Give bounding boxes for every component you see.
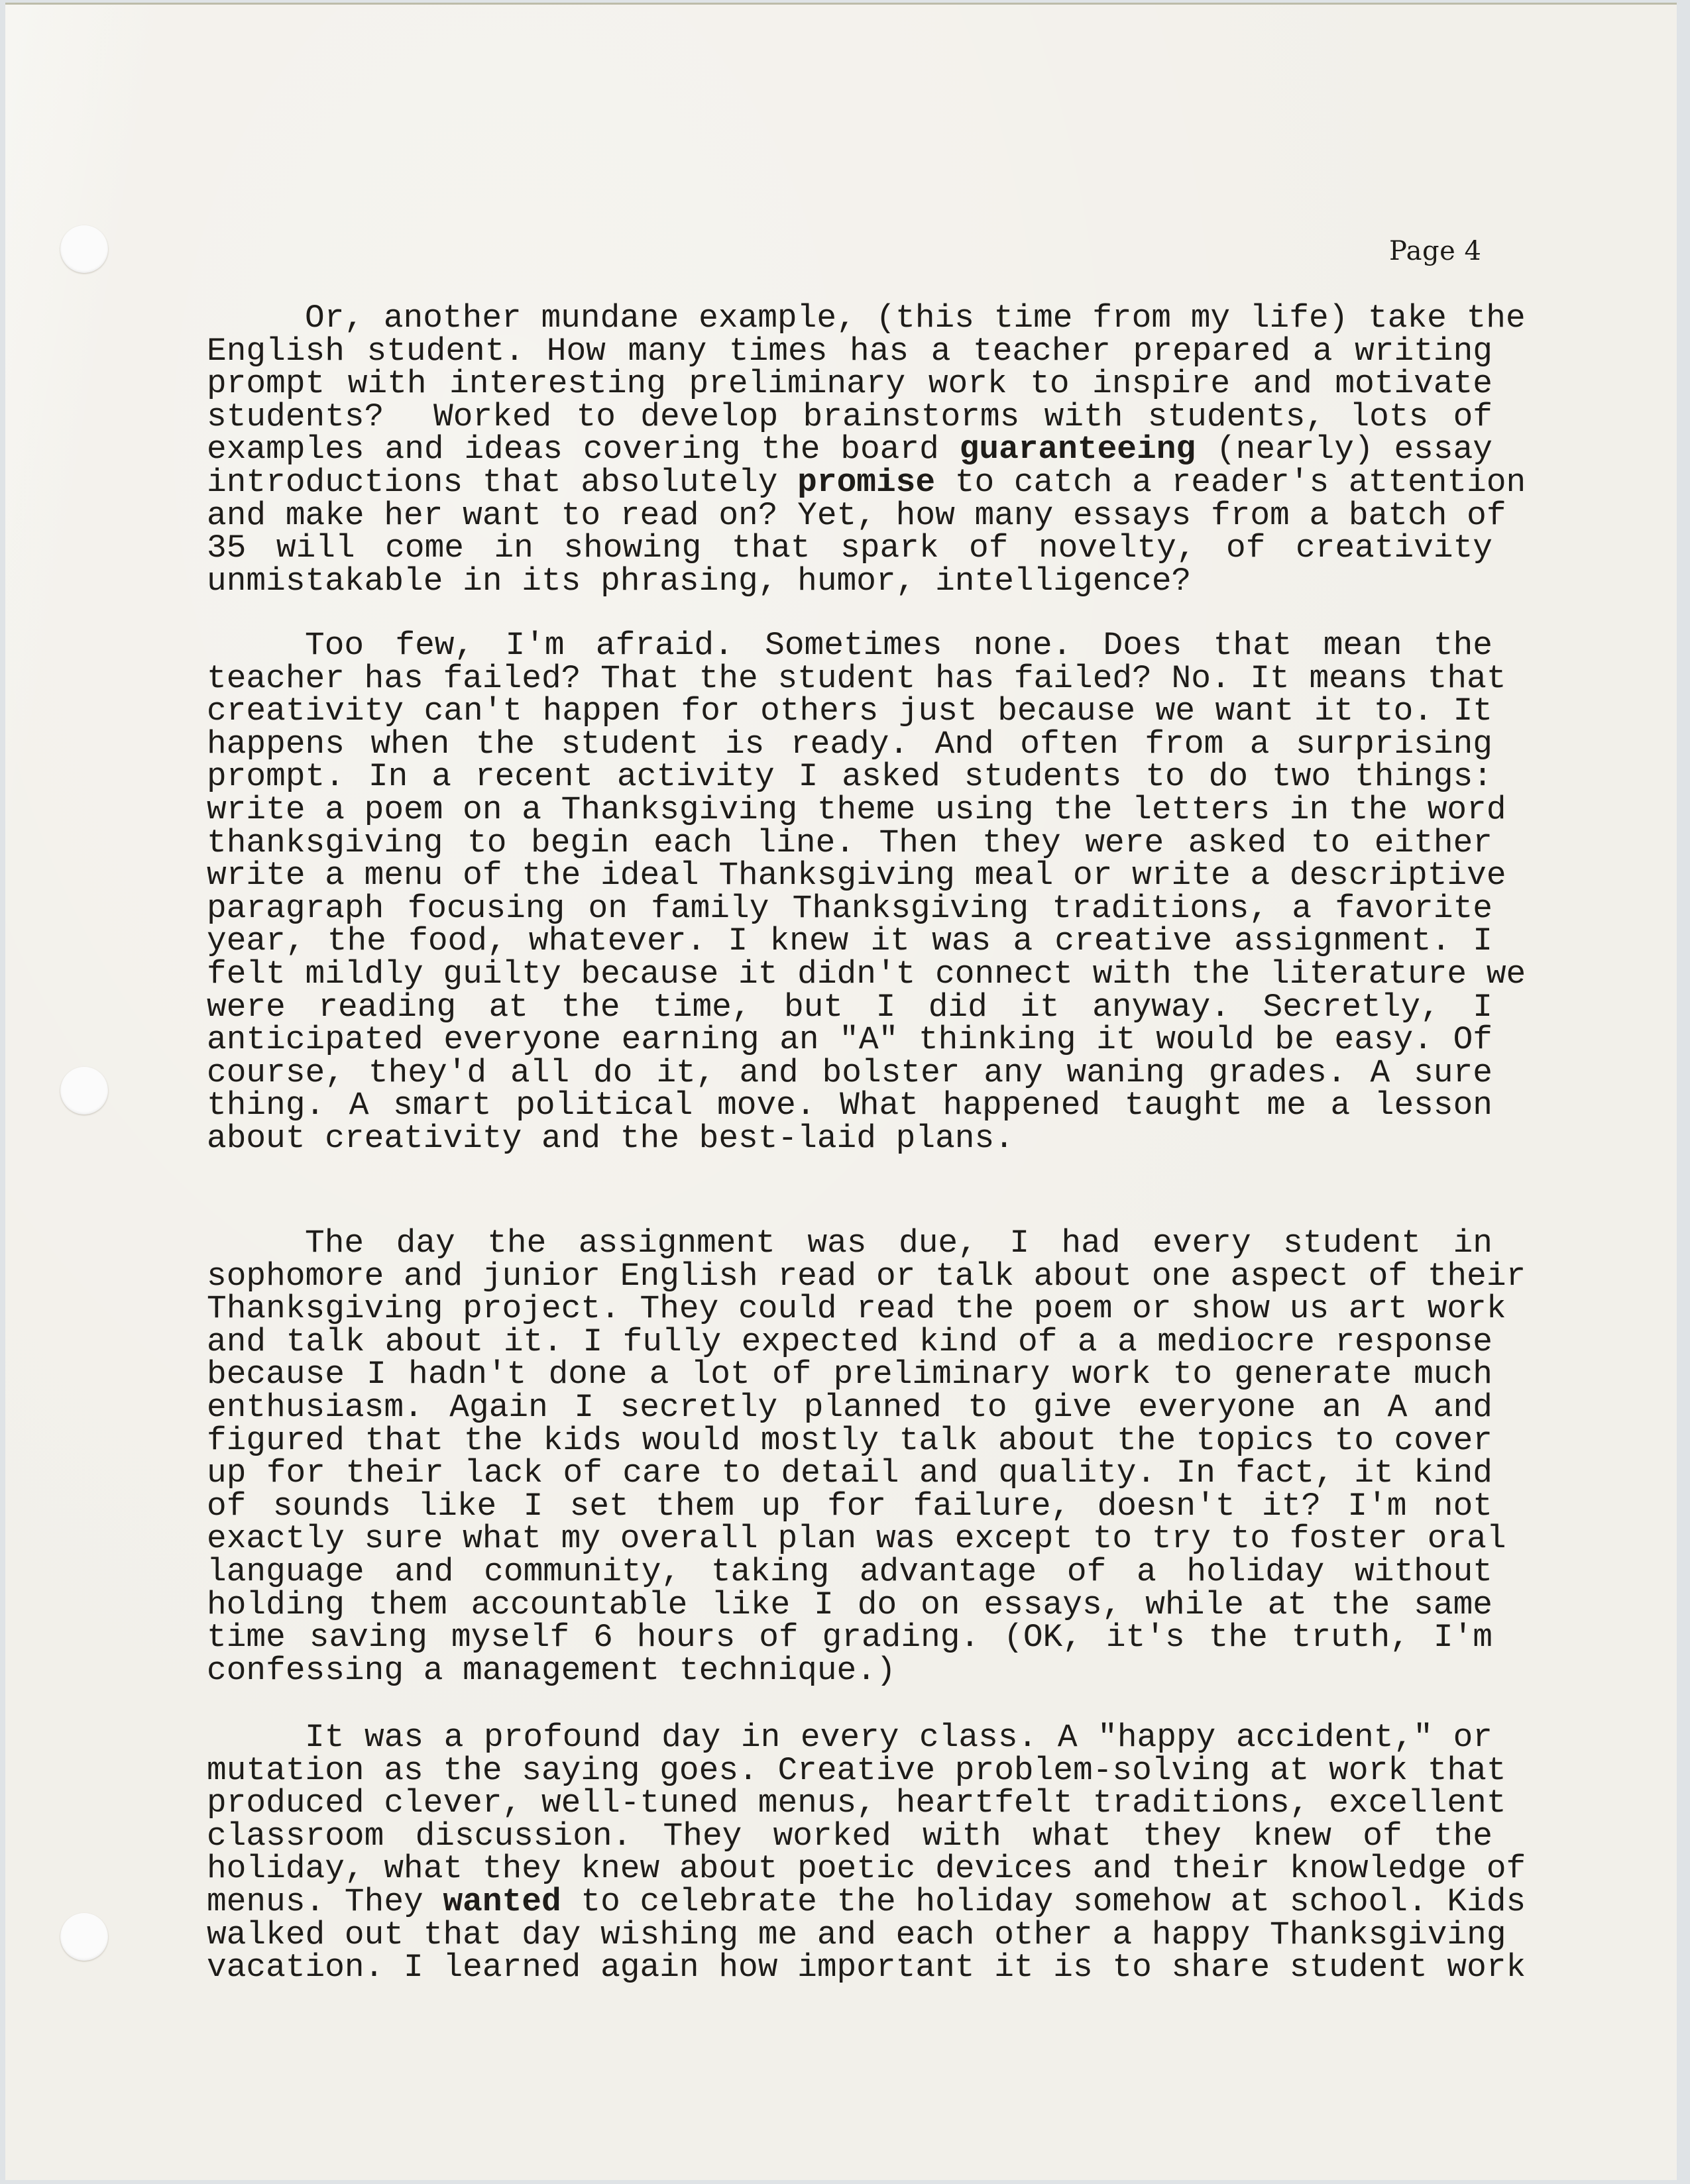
text-line: vacation. I learned again how important it is to share student work bbox=[207, 1949, 1526, 1987]
paragraph bbox=[207, 1719, 1526, 1987]
emphasized-word: promise bbox=[797, 463, 936, 501]
emphasized-word: wanted bbox=[443, 1883, 561, 1920]
paragraph bbox=[207, 627, 1526, 1157]
text-line: and make her want to read on? Yet, how many essays from a batch of bbox=[207, 496, 1506, 534]
text-line: enthusiasm. Again I secretly planned to give everyone an A and bbox=[207, 1388, 1493, 1426]
text-line: time saving myself 6 hours of grading. (OK, it's the truth, I'm bbox=[207, 1619, 1493, 1657]
text-line: of sounds like I set them up for failure, doesn't it? I'm not bbox=[207, 1487, 1493, 1525]
text-line: happens when the student is ready. And often from a surprising bbox=[207, 725, 1493, 763]
text-line: felt mildly guilty because it didn't connect with the literature we bbox=[207, 955, 1526, 993]
text-line: exactly sure what my overall plan was except to try to foster oral bbox=[207, 1520, 1506, 1558]
text-line: prompt. In a recent activity I asked students to do two things: bbox=[207, 758, 1493, 796]
document-page bbox=[5, 3, 1677, 2180]
text-line: introductions that absolutely promise to catch a reader's attention bbox=[207, 463, 1526, 501]
text-line: sophomore and junior English read or talk about one aspect of their bbox=[207, 1257, 1526, 1295]
text-line: confessing a management technique.) bbox=[207, 1651, 896, 1689]
text-line: holding them accountable like I do on essays, while at the same bbox=[207, 1586, 1493, 1623]
text-line: about creativity and the best-laid plans. bbox=[207, 1119, 1014, 1157]
text-line: teacher has failed? That the student has failed? No. It means that bbox=[207, 659, 1506, 697]
text-line: students? Worked to develop brainstorms with students, lots of bbox=[207, 398, 1493, 435]
text-line: The day the assignment was due, I had every student in bbox=[305, 1225, 1493, 1262]
text-line: 35 will come in showing that spark of novelty, of creativity bbox=[207, 529, 1493, 567]
text-line: examples and ideas covering the board guaranteeing (nearly) essay bbox=[207, 431, 1493, 468]
text-line: walked out that day wishing me and each other a happy Thanksgiving bbox=[207, 1916, 1506, 1953]
text-line: figured that the kids would mostly talk about the topics to cover bbox=[207, 1421, 1493, 1459]
punch-hole bbox=[60, 225, 108, 273]
text-line: write a poem on a Thanksgiving theme using the letters in the word bbox=[207, 791, 1506, 828]
emphasized-word: guaranteeing bbox=[959, 431, 1196, 468]
text-line: It was a profound day in every class. A "happy accident," or bbox=[305, 1719, 1493, 1756]
paragraph bbox=[207, 1225, 1526, 1689]
text-line: mutation as the saying goes. Creative problem-solving at work that bbox=[207, 1751, 1506, 1789]
text-line: anticipated everyone earning an "A" thinking it would be easy. Of bbox=[207, 1021, 1493, 1059]
text-line: were reading at the time, but I did it anyway. Secretly, I bbox=[207, 988, 1493, 1026]
text-line: up for their lack of care to detail and quality. In fact, it kind bbox=[207, 1454, 1493, 1492]
text-line: thanksgiving to begin each line. Then they were asked to either bbox=[207, 824, 1493, 861]
text-line: holiday, what they knew about poetic devices and their knowledge of bbox=[207, 1850, 1526, 1888]
page-number: Page 4 bbox=[1389, 236, 1482, 266]
text-line: produced clever, well-tuned menus, heartfelt traditions, excellent bbox=[207, 1784, 1506, 1822]
punch-hole bbox=[60, 1913, 108, 1961]
text-line: unmistakable in its phrasing, humor, intelligence? bbox=[207, 562, 1192, 600]
text-line: and talk about it. I fully expected kind of a a mediocre response bbox=[207, 1323, 1493, 1360]
text-line: paragraph focusing on family Thanksgiving traditions, a favorite bbox=[207, 889, 1493, 927]
text-line: prompt with interesting preliminary work to inspire and motivate bbox=[207, 365, 1493, 403]
text-line: Or, another mundane example, (this time from my life) take the bbox=[305, 300, 1526, 337]
text-line: write a menu of the ideal Thanksgiving meal or write a descriptive bbox=[207, 857, 1506, 895]
text-line: language and community, taking advantage of a holiday without bbox=[207, 1553, 1493, 1590]
paragraph bbox=[207, 300, 1526, 600]
text-line: Too few, I'm afraid. Sometimes none. Does that mean the bbox=[305, 627, 1493, 664]
text-line: creativity can't happen for others just because we want it to. It bbox=[207, 692, 1493, 730]
text-line: English student. How many times has a teacher prepared a writing bbox=[207, 332, 1493, 370]
punch-hole bbox=[60, 1067, 108, 1115]
text-line: classroom discussion. They worked with what they knew of the bbox=[207, 1817, 1493, 1855]
text-line: course, they'd all do it, and bolster any waning grades. A sure bbox=[207, 1054, 1493, 1091]
text-line: menus. They wanted to celebrate the holiday somehow at school. Kids bbox=[207, 1883, 1526, 1920]
text-line: year, the food, whatever. I knew it was a creative assignment. I bbox=[207, 922, 1493, 960]
text-line: because I hadn't done a lot of preliminary work to generate much bbox=[207, 1356, 1493, 1393]
text-line: Thanksgiving project. They could read the poem or show us art work bbox=[207, 1290, 1506, 1328]
text-line: thing. A smart political move. What happened taught me a lesson bbox=[207, 1087, 1493, 1124]
